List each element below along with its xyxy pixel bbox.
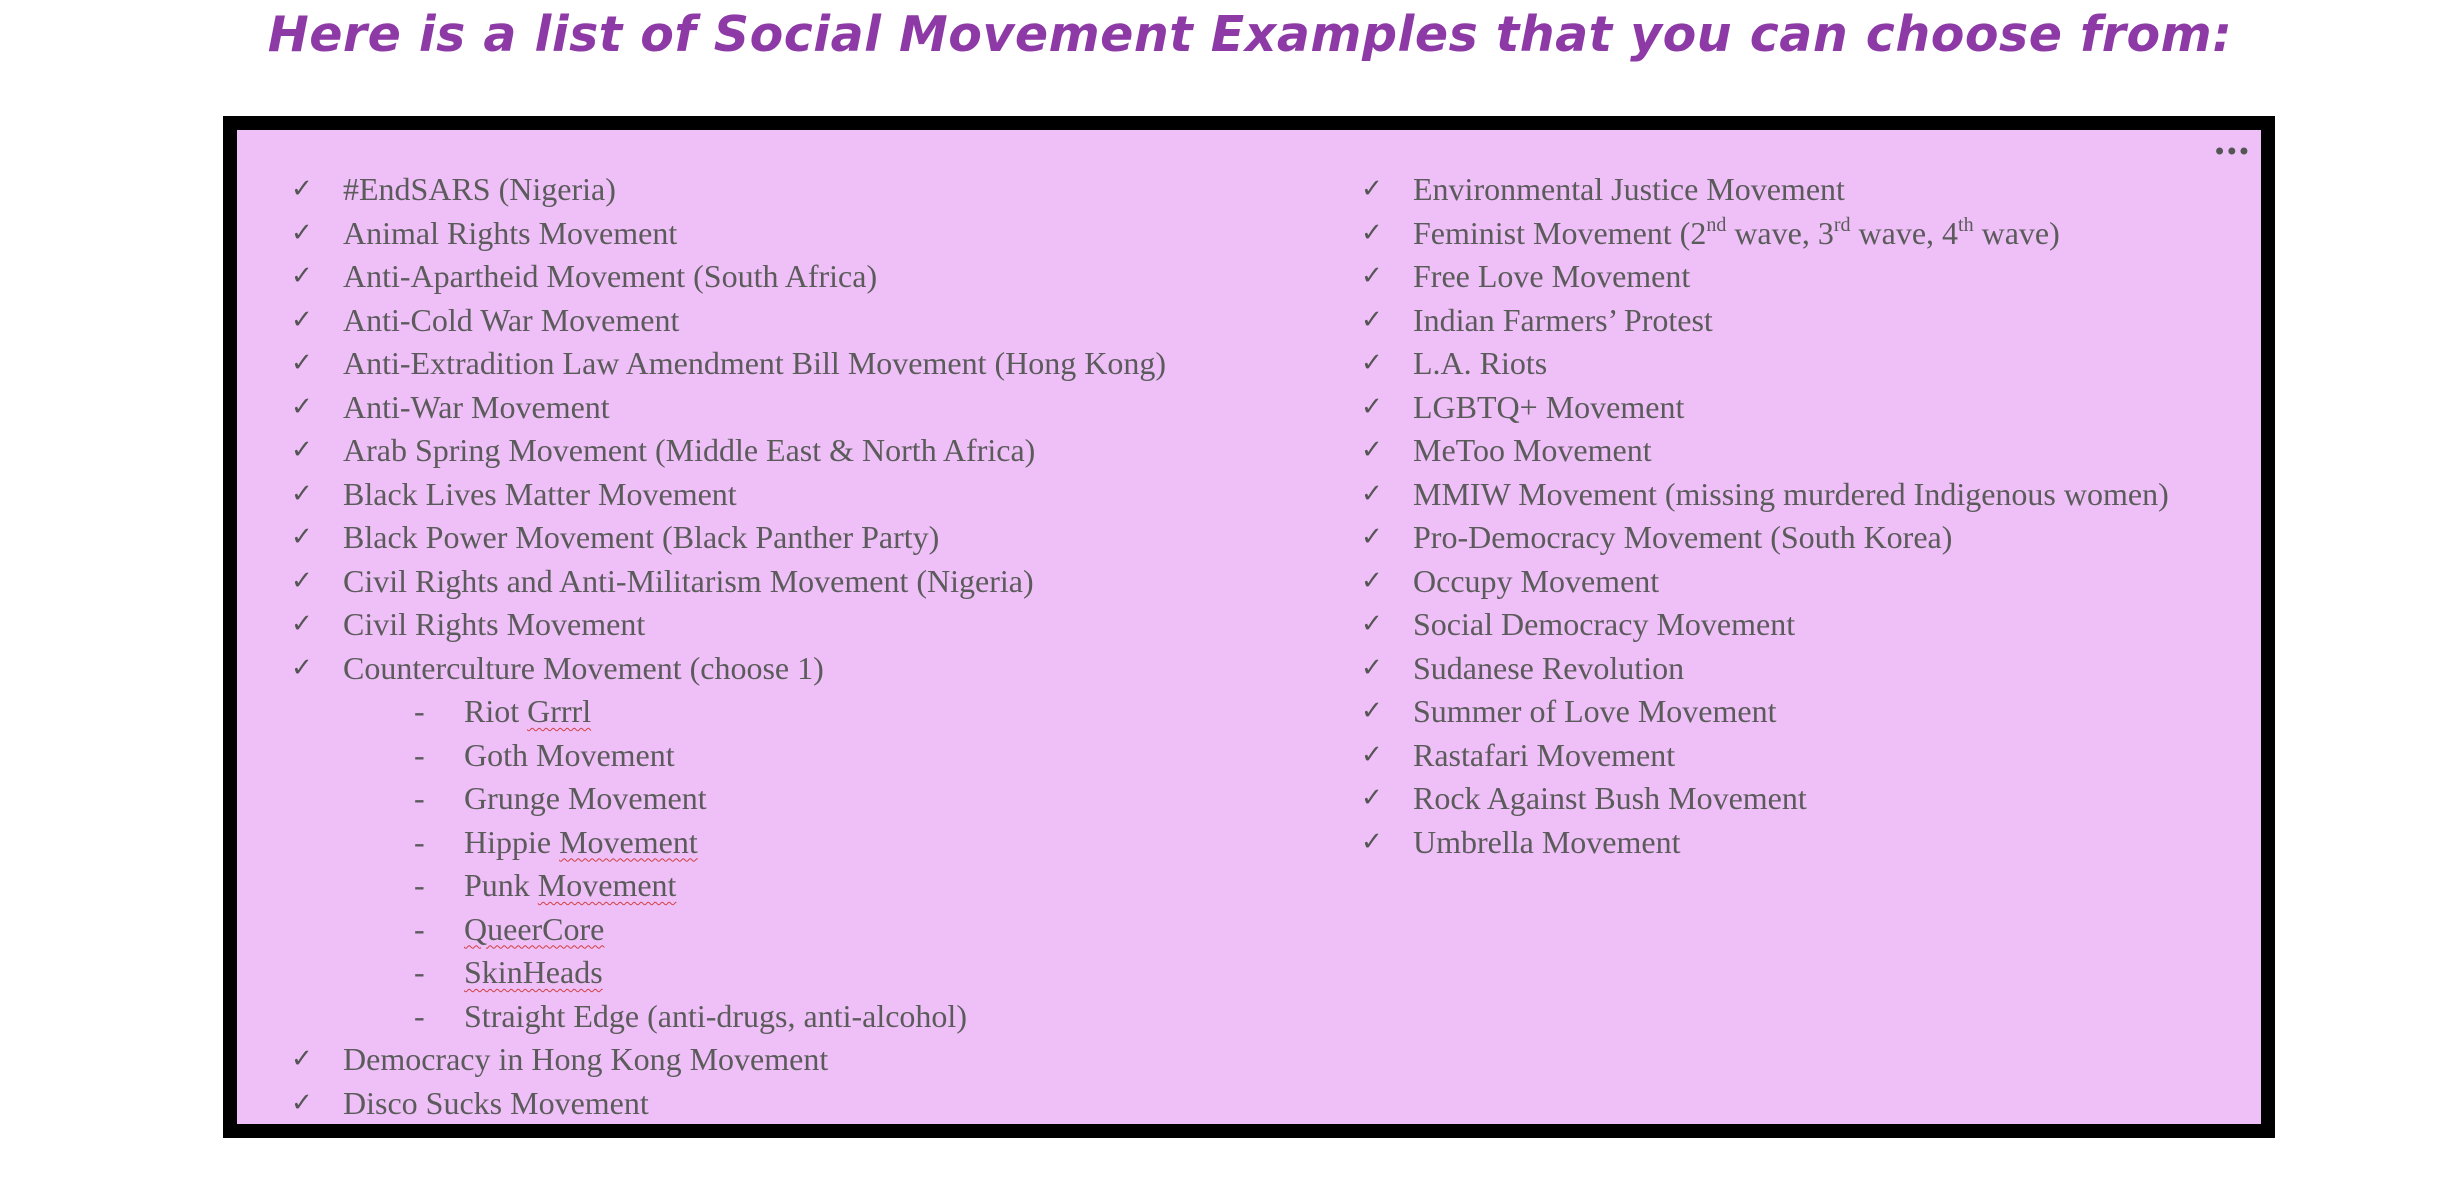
check-mark-icon: ✓ xyxy=(1361,565,1383,596)
list-item-label: Anti-War Movement xyxy=(343,388,610,425)
list-item-label: Anti-Extradition Law Amendment Bill Movement (Hong Kong) xyxy=(343,345,1166,381)
dash-bullet: - xyxy=(414,693,425,729)
list-item-label: Feminist Movement (2nd wave, 3rd wave, 4th wave) xyxy=(1413,213,2060,251)
list-item-label: Civil Rights and Anti-Militarism Movement (Nigeria) xyxy=(343,562,1034,599)
dash-bullet: - xyxy=(414,867,425,903)
movements-panel xyxy=(223,116,2275,1138)
check-mark-icon: ✓ xyxy=(291,478,313,509)
check-mark-icon: ✓ xyxy=(1361,174,1383,204)
check-mark-icon: ✓ xyxy=(291,609,313,639)
dash-bullet: - xyxy=(414,823,425,860)
check-mark-icon: ✓ xyxy=(291,1087,313,1118)
list-item-label: L.A. Riots xyxy=(1413,345,1548,381)
check-mark-icon: ✓ xyxy=(1361,261,1383,291)
more-options-button[interactable]: ••• xyxy=(2212,138,2249,166)
check-mark-icon: ✓ xyxy=(1361,217,1383,248)
sub-list-item-label: SkinHeads xyxy=(464,954,603,990)
check-mark-icon: ✓ xyxy=(291,391,313,422)
sub-list-item-label: Straight Edge (anti-drugs, anti-alcohol) xyxy=(464,997,967,1034)
dash-bullet: - xyxy=(414,954,425,990)
spellcheck-word: Grrrl xyxy=(527,693,592,729)
dash-bullet: - xyxy=(414,780,425,816)
list-item-label: LGBTQ+ Movement xyxy=(1413,388,1685,425)
sub-list-item-label: Grunge Movement xyxy=(464,780,707,816)
sub-list-item-label: Hippie Movement xyxy=(464,823,698,860)
check-mark-icon: ✓ xyxy=(291,348,313,378)
list-item-label: Counterculture Movement (choose 1) xyxy=(343,649,824,686)
list-item-label: Social Democracy Movement xyxy=(1413,606,1796,642)
check-mark-icon: ✓ xyxy=(1361,304,1383,335)
check-mark-icon: ✓ xyxy=(291,304,313,335)
check-mark-icon: ✓ xyxy=(291,174,313,204)
check-mark-icon: ✓ xyxy=(1361,696,1383,726)
sub-list-item-label: QueerCore xyxy=(464,910,605,947)
list-item-label: Pro-Democracy Movement (South Korea) xyxy=(1413,519,1953,555)
check-mark-icon: ✓ xyxy=(1361,478,1383,509)
list-item-label: Occupy Movement xyxy=(1413,562,1660,599)
dash-bullet: - xyxy=(414,910,425,947)
spellcheck-word: Movement xyxy=(559,823,698,860)
check-mark-icon: ✓ xyxy=(1361,739,1383,770)
list-item-label: MMIW Movement (missing murdered Indigenous women) xyxy=(1413,475,2169,512)
check-mark-icon: ✓ xyxy=(1361,522,1383,552)
spellcheck-word: Movement xyxy=(537,867,677,903)
list-item-label: Democracy in Hong Kong Movement xyxy=(343,1041,829,1077)
check-mark-icon: ✓ xyxy=(291,435,313,465)
list-item-label: Rastafari Movement xyxy=(1413,736,1676,773)
list-item-label: Disco Sucks Movement xyxy=(343,1084,649,1121)
list-item-label: Civil Rights Movement xyxy=(343,606,646,642)
list-item-label: Sudanese Revolution xyxy=(1413,649,1685,686)
check-mark-icon: ✓ xyxy=(291,565,313,596)
check-mark-icon: ✓ xyxy=(1361,391,1383,422)
check-mark-icon: ✓ xyxy=(1361,609,1383,639)
check-mark-icon: ✓ xyxy=(291,1044,313,1074)
list-item-label: Anti-Cold War Movement xyxy=(343,301,680,338)
check-mark-icon: ✓ xyxy=(1361,652,1383,683)
check-mark-icon: ✓ xyxy=(291,217,313,248)
check-mark-icon: ✓ xyxy=(291,261,313,291)
sub-list-item-label: Goth Movement xyxy=(464,736,675,773)
list-item-label: Arab Spring Movement (Middle East & North Africa) xyxy=(343,432,1036,468)
check-mark-icon: ✓ xyxy=(1361,435,1383,465)
check-mark-icon: ✓ xyxy=(1361,348,1383,378)
check-mark-icon: ✓ xyxy=(291,522,313,552)
list-item-label: Summer of Love Movement xyxy=(1413,693,1777,729)
check-mark-icon: ✓ xyxy=(291,652,313,683)
list-item-label: Umbrella Movement xyxy=(1413,823,1681,860)
list-item-label: #EndSARS (Nigeria) xyxy=(343,171,616,207)
sub-list-item-label: Riot Grrrl xyxy=(464,693,592,729)
sub-list-item-label: Punk Movement xyxy=(464,867,677,903)
list-item-label: Free Love Movement xyxy=(1413,258,1691,294)
dash-bullet: - xyxy=(414,736,425,773)
list-item-label: Black Lives Matter Movement xyxy=(343,475,737,512)
list-item-label: MeToo Movement xyxy=(1413,432,1652,468)
list-item-label: Animal Rights Movement xyxy=(343,214,678,251)
list-item-label: Indian Farmers’ Protest xyxy=(1413,301,1713,338)
list-item-label: Environmental Justice Movement xyxy=(1413,171,1845,207)
page-heading: Here is a list of Social Movement Examples that you can choose from: xyxy=(267,6,2233,63)
dash-bullet: - xyxy=(414,997,425,1034)
list-item-label: Rock Against Bush Movement xyxy=(1413,780,1807,816)
check-mark-icon: ✓ xyxy=(1361,826,1383,857)
check-mark-icon: ✓ xyxy=(1361,783,1383,813)
list-item-label: Black Power Movement (Black Panther Party) xyxy=(343,519,940,555)
list-item-label: Anti-Apartheid Movement (South Africa) xyxy=(343,258,878,294)
